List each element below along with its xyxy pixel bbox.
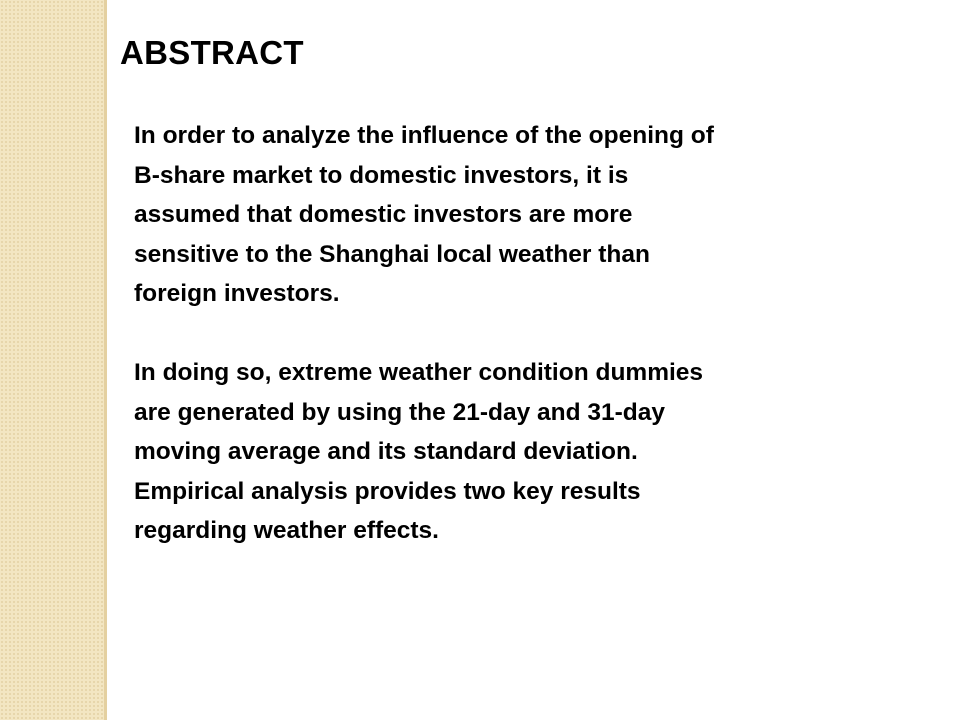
text-line: moving average and its standard deviation. [134,438,638,465]
decorative-side-strip [0,0,104,720]
abstract-paragraph-1 [134,116,934,314]
text-line: Empirical analysis provides two key results [134,477,641,505]
text-line: foreign investors. [134,280,340,307]
side-strip-edge [104,0,107,720]
text-line: In doing so, extreme weather condition dummies [134,359,704,386]
text-line: regarding weather effects. [134,517,439,544]
slide-title: ABSTRACT [120,34,304,71]
text-line: B-share market to domestic investors, it is [134,161,629,189]
text-line: assumed that domestic investors are more [134,201,633,228]
text-line: In order to analyze the influence of the opening of [134,122,714,149]
text-line: are generated by using the 21-day and 31-day [134,398,666,426]
text-line: sensitive to the Shanghai local weather than [134,240,650,268]
abstract-paragraph-2 [134,353,934,551]
